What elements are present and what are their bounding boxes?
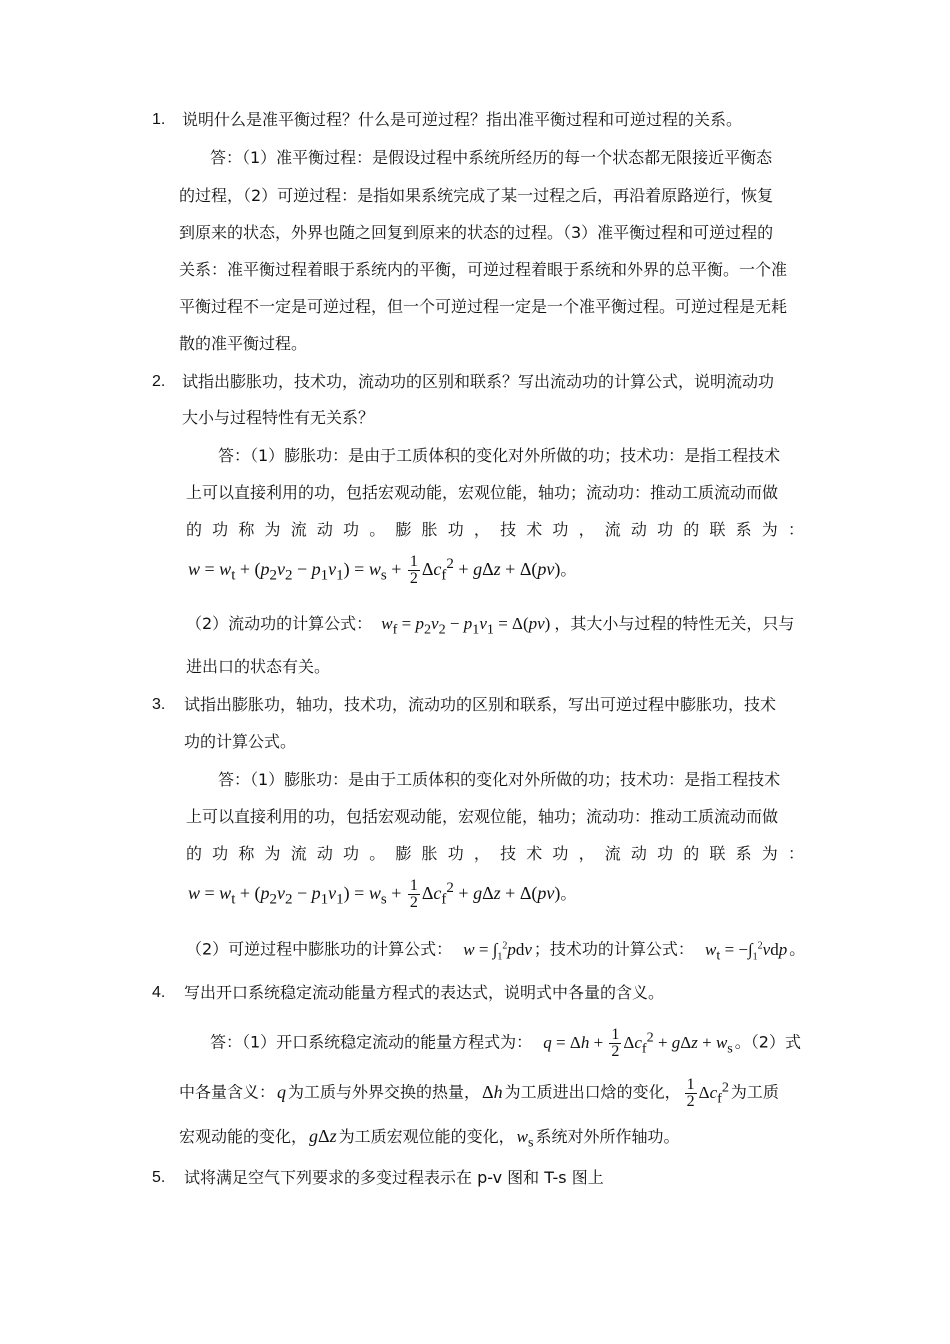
q3-spread-char: 功 (212, 844, 229, 863)
q4-symbol-gdz: gΔz (309, 1126, 337, 1146)
q2-flow-work-line (186, 613, 794, 640)
q4-answer-line-2 (179, 1076, 779, 1110)
q3-spread-char: 。 (369, 844, 386, 863)
q3-spread-char: 称 (238, 844, 255, 863)
q2-spread-char: 称 (238, 520, 255, 539)
q3-spread-char: 动 (630, 844, 647, 863)
q4-line2-a: 中各量含义： (179, 1082, 276, 1102)
q2-spread-char: 胀 (421, 520, 438, 539)
q3-spread-char: 功 (343, 844, 360, 863)
q3-spread-char: 为 (264, 844, 281, 863)
q5-question: 试将满足空气下列要求的多变过程表示在 p-v 图和 T-s 图上 (184, 1168, 604, 1187)
q3-answer-line: 答：（1）膨胀功：是由于工质体积的变化对外所做的功；技术功：是指工程技术 (218, 770, 781, 789)
q2-spread-char: 功 (447, 520, 464, 539)
q2-number: 2. (152, 373, 166, 390)
q1-answer-line: 答：（1）准平衡过程：是假设过程中系统所经历的每一个状态都无限接近平衡态 (210, 148, 773, 167)
q2-spread-char: 动 (316, 520, 333, 539)
q2-flow-formula: $w_f = p_2v_2 - p_1v_1 = \Delta(pv)$ (381, 614, 551, 638)
q3-spread-char: 技 (500, 844, 517, 863)
q2-answer-line: 答：（1）膨胀功：是由于工质体积的变化对外所做的功；技术功：是指工程技术 (218, 446, 781, 465)
q3-spread-char: 的 (683, 844, 700, 863)
q2-spread-char: ： (787, 520, 804, 539)
q3-spread-char: ， (578, 844, 595, 863)
q1-answer-line: 到原来的状态，外界也随之回复到原来的状态的过程。（3）准平衡过程和可逆过程的 (179, 223, 774, 242)
q4-symbol-q: q (277, 1081, 287, 1102)
q3-spread-char: 联 (709, 844, 726, 863)
q3-spread-char: 功 (552, 844, 569, 863)
q3-spread-char: 膨 (395, 844, 412, 863)
q2-spread-char: 功 (212, 520, 229, 539)
q2-spread-char: 流 (604, 520, 621, 539)
q2-question-line: 大小与过程特性有无关系？ (182, 408, 375, 427)
q4-symbol-kinetic: $\frac{1}{2}$ $\Delta c_f^2$ (686, 1076, 729, 1111)
q3-spread-char: 系 (735, 844, 752, 863)
q4-symbol-ws: $w_s$ (516, 1127, 534, 1151)
q4-line3-a: 宏观动能的变化， (179, 1127, 308, 1146)
q3-spread-char: 流 (290, 844, 307, 863)
q4-line2-b: 为工质与外界交换的热量， (288, 1082, 481, 1102)
q1-answer-line: 的过程，（2）可逆过程：是指如果系统完成了某一过程之后，再沿着原路逆行，恢复 (179, 186, 774, 205)
q3-spread-char: 功 (657, 844, 674, 863)
q2-spread-char: 的 (683, 520, 700, 539)
q3-spread-char: ， (473, 844, 490, 863)
q3-spread-char: 功 (447, 844, 464, 863)
q4-line3-b: 为工质宏观位能的变化， (338, 1127, 515, 1146)
q3-spread-char: 动 (316, 844, 333, 863)
q2-formula-tail: 。 (560, 560, 577, 579)
q4-line2-c: 为工质进出口焓的变化， (504, 1082, 681, 1102)
q3-spread-char: 的 (186, 844, 203, 863)
q3-spread-char: ： (787, 844, 804, 863)
q5-number: 5. (152, 1169, 166, 1186)
q3-number: 3. (152, 696, 166, 713)
q1-question: 说明什么是准平衡过程？什么是可逆过程？指出准平衡过程和可逆过程的关系。 (182, 110, 743, 129)
q2-spread-char: 为 (761, 520, 778, 539)
q2-spread-char: 的 (186, 520, 203, 539)
q2-spread-char: 联 (709, 520, 726, 539)
q4-ans-prefix: 答：（1）开口系统稳定流动的能量方程式为： (210, 1032, 533, 1052)
q2-spread-char: 为 (264, 520, 281, 539)
q2-spread-char: 技 (500, 520, 517, 539)
q4-energy-equation: q = Δh + $\frac{1}{2}$ $\Delta c_f^2 + g\Delta z + w_s$ (543, 1026, 733, 1061)
q2-flow-prefix: （2）流动功的计算公式： (186, 614, 373, 633)
q3-rev-prefix: （2）可逆过程中膨胀功的计算公式： (186, 939, 453, 959)
q2-last-line: 进出口的状态有关。 (186, 657, 331, 676)
q1-answer-line: 平衡过程不一定是可逆过程，但一个可逆过程一定是一个准平衡过程。可逆过程是无耗 (179, 297, 788, 316)
q3-spread-line (186, 844, 804, 864)
q2-spread-char: 。 (369, 520, 386, 539)
q4-line2-d: 为工质 (730, 1082, 779, 1102)
q1-answer-line: 关系：准平衡过程着眼于系统内的平衡，可逆过程着眼于系统和外界的总平衡。一个准 (179, 260, 788, 279)
q2-flow-suffix: ，其大小与过程的特性无关，只与 (554, 614, 795, 633)
q3-spread-char: 流 (604, 844, 621, 863)
q3-rev-mid: ；技术功的计算公式： (533, 939, 694, 959)
q2-spread-char: 系 (735, 520, 752, 539)
q2-spread-char: 功 (552, 520, 569, 539)
q3-spread-char: 为 (761, 844, 778, 863)
q3-expansion-work-formula: $w = \int_1^2pdv$ (463, 939, 532, 963)
q2-spread-char: 膨 (395, 520, 412, 539)
q3-answer-line: 上可以直接利用的功，包括宏观动能，宏观位能，轴功；流动功：推动工质流动而做 (186, 807, 779, 826)
q2-question-line: 试指出膨胀功，技术功，流动功的区别和联系？写出流动功的计算公式，说明流动功 (182, 372, 775, 391)
q2-spread-char: ， (473, 520, 490, 539)
q3-question-line: 功的计算公式。 (184, 732, 297, 751)
q4-answer-line-1 (210, 1026, 801, 1060)
q4-answer-line-3 (179, 1125, 680, 1153)
q4-symbol-dh: Δh (482, 1081, 503, 1102)
q3-spread-char: 胀 (421, 844, 438, 863)
q4-question: 写出开口系统稳定流动能量方程式的表达式，说明式中各量的含义。 (184, 983, 665, 1002)
q2-spread-char: 动 (630, 520, 647, 539)
q2-spread-char: 功 (343, 520, 360, 539)
q3-work-formula: $w = w_t + (p_2v_2 - p_1v_1) = w_s$ + $\frac{1}{2}$ $\Delta c_f^2 + g\Delta z + \Delta(pv)$。 (188, 877, 577, 912)
q3-question-line: 试指出膨胀功，轴功，技术功，流动功的区别和联系，写出可逆过程中膨胀功，技术 (184, 695, 777, 714)
q4-number: 4. (152, 984, 166, 1001)
q3-spread-char: 术 (526, 844, 543, 863)
q4-line3-c: 系统对外所作轴功。 (535, 1127, 680, 1146)
q3-formula-tail: 。 (560, 884, 577, 903)
q2-answer-line: 上可以直接利用的功，包括宏观动能，宏观位能，轴功；流动功：推动工质流动而做 (186, 483, 779, 502)
q1-answer-line: 散的准平衡过程。 (179, 334, 308, 353)
q2-spread-line (186, 520, 804, 540)
q3-technical-work-formula: $w_t = -\int_1^2vdp$ (705, 939, 788, 964)
q2-spread-char: 功 (657, 520, 674, 539)
q1-number: 1. (152, 111, 166, 128)
q2-work-formula: $w = w_t + (p_2v_2 - p_1v_1) = w_s$ + $\frac{1}{2}$ $\Delta c_f^2 + g\Delta z + \Delta(pv)$。 (188, 553, 577, 588)
q4-ans-suffix: 。（2）式 (734, 1032, 801, 1052)
q3-rev-tail: 。 (789, 939, 806, 959)
q2-spread-char: 流 (290, 520, 307, 539)
q3-reversible-line (186, 935, 805, 968)
q2-spread-char: 术 (526, 520, 543, 539)
q2-spread-char: ， (578, 520, 595, 539)
